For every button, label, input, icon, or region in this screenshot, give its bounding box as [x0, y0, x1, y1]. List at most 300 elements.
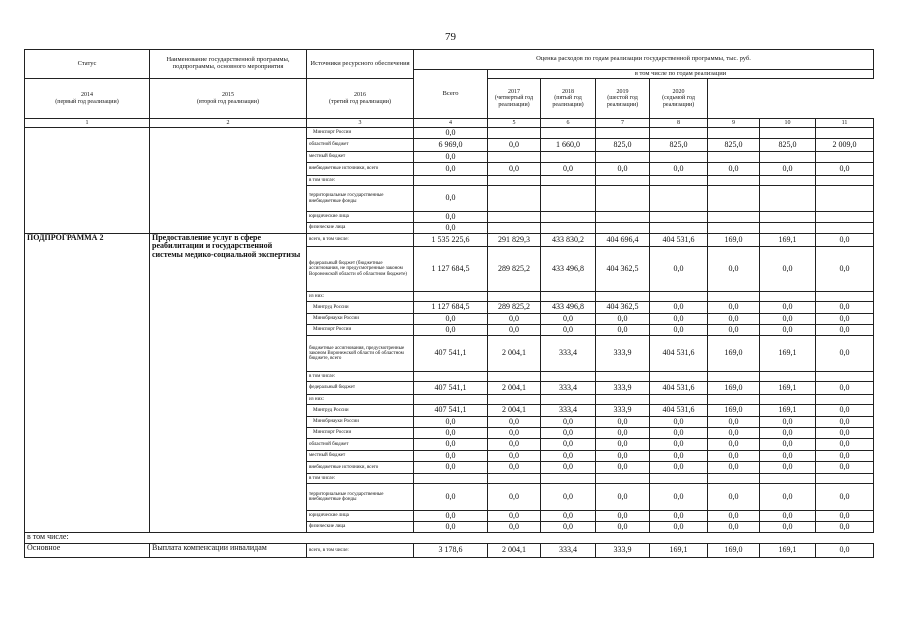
value-cell	[414, 395, 488, 405]
value-cell: 0,0	[816, 451, 874, 462]
header-year-label: (четвертый год реализации)	[494, 95, 534, 108]
source-cell: областной бюджет	[307, 139, 414, 152]
source-cell: федеральный бюджет (бюджетные ассигнования, не предусмотренные законом Воронежской области об областном бюджете)	[307, 247, 414, 292]
main-activity-name: Выплата компенсации инвалидам	[150, 544, 307, 558]
header-year-2017	[488, 79, 541, 119]
value-cell	[708, 223, 760, 234]
value-cell: 0,0	[760, 428, 816, 439]
value-cell: 0,0	[596, 451, 650, 462]
value-cell: 0,0	[650, 511, 708, 522]
value-cell: 333,4	[541, 544, 596, 558]
source-cell: из них:	[307, 292, 414, 302]
value-cell: 333,9	[596, 336, 650, 372]
value-cell: 0,0	[596, 511, 650, 522]
source-cell: Минтруд России	[307, 405, 414, 417]
value-cell: 0,0	[596, 417, 650, 428]
column-number: 9	[708, 119, 760, 128]
value-cell	[488, 474, 541, 484]
value-cell	[816, 474, 874, 484]
value-cell: 0,0	[596, 439, 650, 451]
header-status: Статус	[25, 50, 150, 79]
value-cell: 0,0	[708, 314, 760, 325]
value-cell: 0,0	[816, 462, 874, 474]
header-year-label: (второй год реализации)	[197, 98, 259, 105]
value-cell: 291 829,3	[488, 234, 541, 247]
source-cell: внебюджетные источники, всего	[307, 163, 414, 176]
value-cell	[708, 128, 760, 139]
value-cell	[816, 176, 874, 186]
value-cell: 0,0	[816, 544, 874, 558]
value-cell: 0,0	[650, 325, 708, 336]
header-year-2019	[596, 79, 650, 119]
source-cell: в том числе:	[307, 474, 414, 484]
header-year-2018	[541, 79, 596, 119]
value-cell: 1 535 225,6	[414, 234, 488, 247]
value-cell: 404 531,6	[650, 382, 708, 395]
column-number: 3	[307, 119, 414, 128]
value-cell: 0,0	[488, 522, 541, 533]
source-cell: территориальные государственные внебюджетные фонды	[307, 186, 414, 212]
value-cell: 404 362,5	[596, 302, 650, 314]
value-cell: 333,9	[596, 544, 650, 558]
source-cell: юридические лица	[307, 212, 414, 223]
value-cell	[708, 212, 760, 223]
value-cell: 0,0	[760, 314, 816, 325]
value-cell	[650, 292, 708, 302]
value-cell: 0,0	[414, 417, 488, 428]
value-cell	[650, 395, 708, 405]
value-cell	[650, 128, 708, 139]
value-cell: 0,0	[596, 428, 650, 439]
value-cell: 0,0	[650, 522, 708, 533]
value-cell: 0,0	[414, 163, 488, 176]
value-cell	[708, 395, 760, 405]
value-cell	[760, 176, 816, 186]
table-row	[25, 544, 874, 558]
value-cell: 0,0	[708, 417, 760, 428]
header-total: Всего	[414, 70, 488, 119]
value-cell: 0,0	[760, 439, 816, 451]
value-cell: 0,0	[816, 163, 874, 176]
value-cell: 333,4	[541, 336, 596, 372]
header-by-years: в том числе по годам реализации	[488, 70, 874, 79]
value-cell: 0,0	[816, 428, 874, 439]
source-cell: федеральный бюджет	[307, 382, 414, 395]
value-cell: 0,0	[760, 247, 816, 292]
value-cell: 333,4	[541, 405, 596, 417]
value-cell	[708, 372, 760, 382]
table-body	[25, 50, 874, 558]
header-year-number: 2014	[81, 92, 93, 99]
value-cell	[488, 395, 541, 405]
header-name: Наименование государственной программы, подпрограммы, основного мероприятия	[150, 50, 307, 79]
value-cell: 169,0	[708, 234, 760, 247]
value-cell: 169,1	[760, 336, 816, 372]
value-cell	[541, 176, 596, 186]
value-cell	[414, 176, 488, 186]
value-cell	[760, 212, 816, 223]
value-cell	[596, 176, 650, 186]
value-cell	[650, 372, 708, 382]
value-cell	[596, 372, 650, 382]
value-cell: 0,0	[488, 439, 541, 451]
value-cell: 0,0	[488, 325, 541, 336]
value-cell	[816, 223, 874, 234]
value-cell: 0,0	[488, 451, 541, 462]
value-cell: 0,0	[708, 462, 760, 474]
source-cell: Минобрнауки России	[307, 417, 414, 428]
value-cell	[414, 292, 488, 302]
value-cell: 0,0	[650, 484, 708, 511]
header-estimate: Оценка расходов по годам реализации государственной программы, тыс. руб.	[414, 50, 874, 70]
value-cell: 825,0	[596, 139, 650, 152]
value-cell: 2 004,1	[488, 336, 541, 372]
value-cell	[650, 474, 708, 484]
value-cell: 0,0	[760, 325, 816, 336]
source-cell: Минспорт России	[307, 128, 414, 139]
value-cell	[708, 186, 760, 212]
value-cell	[708, 176, 760, 186]
value-cell: 0,0	[650, 462, 708, 474]
value-cell: 0,0	[414, 314, 488, 325]
value-cell: 0,0	[596, 163, 650, 176]
header-year-label: (седьмой год реализации)	[662, 95, 695, 108]
value-cell	[596, 152, 650, 163]
page-number: 79	[445, 31, 456, 43]
value-cell: 0,0	[816, 234, 874, 247]
value-cell: 0,0	[708, 451, 760, 462]
value-cell: 0,0	[414, 186, 488, 212]
value-cell: 0,0	[760, 302, 816, 314]
source-cell: Минспорт России	[307, 325, 414, 336]
value-cell: 0,0	[541, 462, 596, 474]
value-cell: 0,0	[650, 314, 708, 325]
value-cell: 0,0	[708, 163, 760, 176]
value-cell: 0,0	[541, 484, 596, 511]
value-cell: 0,0	[596, 484, 650, 511]
table-row	[25, 128, 874, 139]
value-cell	[760, 292, 816, 302]
including-row	[25, 533, 874, 544]
value-cell	[414, 372, 488, 382]
value-cell	[541, 186, 596, 212]
value-cell	[541, 292, 596, 302]
value-cell	[816, 292, 874, 302]
value-cell: 333,4	[541, 382, 596, 395]
column-number: 2	[150, 119, 307, 128]
value-cell: 0,0	[541, 417, 596, 428]
value-cell: 6 969,0	[414, 139, 488, 152]
value-cell: 169,0	[708, 544, 760, 558]
value-cell	[596, 212, 650, 223]
value-cell: 0,0	[760, 163, 816, 176]
value-cell: 0,0	[488, 314, 541, 325]
value-cell: 0,0	[414, 128, 488, 139]
source-cell: в том числе:	[307, 176, 414, 186]
value-cell: 0,0	[541, 428, 596, 439]
value-cell	[541, 128, 596, 139]
value-cell	[816, 186, 874, 212]
value-cell: 433 496,8	[541, 247, 596, 292]
value-cell: 0,0	[414, 212, 488, 223]
source-cell: из них:	[307, 395, 414, 405]
value-cell: 289 825,2	[488, 247, 541, 292]
value-cell: 0,0	[816, 325, 874, 336]
column-numbers-row	[25, 119, 874, 128]
including-label: в том числе:	[25, 533, 874, 544]
value-cell: 404 531,6	[650, 336, 708, 372]
value-cell: 0,0	[816, 314, 874, 325]
value-cell: 0,0	[414, 428, 488, 439]
value-cell: 0,0	[596, 522, 650, 533]
value-cell: 404 696,4	[596, 234, 650, 247]
value-cell: 0,0	[650, 428, 708, 439]
value-cell	[488, 128, 541, 139]
value-cell: 0,0	[414, 511, 488, 522]
source-cell: Минспорт России	[307, 428, 414, 439]
value-cell: 0,0	[816, 439, 874, 451]
value-cell: 0,0	[541, 163, 596, 176]
header-year-label: (первый год реализации)	[55, 98, 119, 105]
value-cell	[708, 152, 760, 163]
value-cell: 0,0	[708, 325, 760, 336]
value-cell: 3 178,6	[414, 544, 488, 558]
source-cell: всего, в том числе:	[307, 234, 414, 247]
value-cell: 169,0	[708, 405, 760, 417]
value-cell: 407 541,1	[414, 405, 488, 417]
column-number: 11	[816, 119, 874, 128]
value-cell: 0,0	[708, 511, 760, 522]
value-cell: 0,0	[816, 522, 874, 533]
value-cell	[816, 395, 874, 405]
value-cell	[541, 212, 596, 223]
header-year-label: (третий год реализации)	[329, 98, 391, 105]
value-cell: 169,1	[760, 544, 816, 558]
value-cell: 0,0	[541, 439, 596, 451]
value-cell	[488, 212, 541, 223]
value-cell: 1 127 684,5	[414, 247, 488, 292]
value-cell: 333,9	[596, 382, 650, 395]
column-number: 4	[414, 119, 488, 128]
name-cell-empty	[150, 128, 307, 234]
value-cell	[760, 128, 816, 139]
value-cell: 0,0	[488, 511, 541, 522]
value-cell: 0,0	[650, 247, 708, 292]
value-cell: 0,0	[414, 152, 488, 163]
value-cell	[488, 223, 541, 234]
value-cell: 333,9	[596, 405, 650, 417]
value-cell	[816, 212, 874, 223]
source-cell: физические лица	[307, 223, 414, 234]
source-cell: внебюджетные источники, всего	[307, 462, 414, 474]
value-cell: 0,0	[414, 439, 488, 451]
column-number: 7	[596, 119, 650, 128]
value-cell: 825,0	[760, 139, 816, 152]
value-cell: 0,0	[708, 484, 760, 511]
value-cell	[488, 176, 541, 186]
value-cell: 0,0	[541, 314, 596, 325]
header-year-number: 2016	[354, 92, 366, 99]
column-number: 10	[760, 119, 816, 128]
value-cell	[541, 372, 596, 382]
value-cell	[650, 186, 708, 212]
value-cell: 0,0	[650, 302, 708, 314]
value-cell: 0,0	[414, 522, 488, 533]
value-cell: 0,0	[488, 462, 541, 474]
value-cell: 0,0	[596, 314, 650, 325]
value-cell: 0,0	[816, 511, 874, 522]
value-cell	[760, 372, 816, 382]
value-cell: 0,0	[596, 325, 650, 336]
value-cell: 0,0	[650, 163, 708, 176]
header-year-2015	[150, 79, 307, 119]
value-cell: 0,0	[414, 451, 488, 462]
value-cell: 0,0	[708, 522, 760, 533]
value-cell	[488, 292, 541, 302]
value-cell	[488, 372, 541, 382]
value-cell: 404 531,6	[650, 405, 708, 417]
value-cell: 0,0	[488, 163, 541, 176]
value-cell: 0,0	[541, 325, 596, 336]
value-cell: 169,1	[650, 544, 708, 558]
source-cell: территориальные государственные внебюджетные фонды	[307, 484, 414, 511]
value-cell: 0,0	[760, 522, 816, 533]
value-cell: 0,0	[488, 139, 541, 152]
value-cell: 0,0	[816, 336, 874, 372]
source-cell: местный бюджет	[307, 451, 414, 462]
header-year-2014	[25, 79, 150, 119]
header-year-label: (пятый год реализации)	[552, 95, 584, 108]
value-cell	[596, 223, 650, 234]
header-year-number: 2019	[616, 89, 629, 96]
value-cell: 0,0	[414, 484, 488, 511]
value-cell: 0,0	[488, 428, 541, 439]
header-sources: Источники ресурсного обеспечения	[307, 50, 414, 79]
budget-table	[24, 49, 874, 558]
value-cell	[816, 128, 874, 139]
value-cell: 0,0	[760, 484, 816, 511]
value-cell: 0,0	[760, 417, 816, 428]
value-cell: 0,0	[760, 462, 816, 474]
value-cell: 0,0	[708, 302, 760, 314]
value-cell: 0,0	[650, 439, 708, 451]
status-cell-empty	[25, 128, 150, 234]
value-cell: 169,1	[760, 405, 816, 417]
table-row	[25, 234, 874, 247]
value-cell: 0,0	[414, 462, 488, 474]
value-cell: 0,0	[816, 247, 874, 292]
value-cell	[816, 372, 874, 382]
value-cell: 407 541,1	[414, 382, 488, 395]
value-cell: 0,0	[760, 511, 816, 522]
value-cell: 0,0	[760, 451, 816, 462]
value-cell	[650, 176, 708, 186]
value-cell	[708, 292, 760, 302]
value-cell: 0,0	[816, 405, 874, 417]
value-cell: 0,0	[650, 417, 708, 428]
source-cell: юридические лица	[307, 511, 414, 522]
value-cell: 0,0	[488, 417, 541, 428]
value-cell	[760, 186, 816, 212]
value-cell	[488, 186, 541, 212]
value-cell	[650, 152, 708, 163]
value-cell: 2 009,0	[816, 139, 874, 152]
value-cell: 404 362,5	[596, 247, 650, 292]
subprogram-name: Предоставление услуг в сфере реабилитации и государственной системы медико-социальной экспертизы	[150, 234, 307, 533]
value-cell	[541, 474, 596, 484]
value-cell: 407 541,1	[414, 336, 488, 372]
column-number: 5	[488, 119, 541, 128]
header-year-2020	[650, 79, 708, 119]
value-cell: 2 004,1	[488, 382, 541, 395]
source-cell: Минобрнауки России	[307, 314, 414, 325]
value-cell: 0,0	[541, 511, 596, 522]
value-cell: 0,0	[541, 522, 596, 533]
value-cell	[414, 474, 488, 484]
value-cell: 404 531,6	[650, 234, 708, 247]
value-cell	[760, 474, 816, 484]
source-cell: бюджетные ассигнования, предусмотренные законом Воронежской области об областном бюджете, всего	[307, 336, 414, 372]
source-cell: в том числе:	[307, 372, 414, 382]
value-cell	[760, 395, 816, 405]
value-cell	[708, 474, 760, 484]
value-cell	[488, 152, 541, 163]
value-cell: 169,1	[760, 382, 816, 395]
value-cell: 1 660,0	[541, 139, 596, 152]
value-cell	[541, 395, 596, 405]
value-cell	[541, 152, 596, 163]
value-cell: 169,0	[708, 336, 760, 372]
value-cell: 0,0	[816, 417, 874, 428]
source-cell: всего, в том числе:	[307, 544, 414, 558]
column-number: 1	[25, 119, 150, 128]
value-cell	[816, 152, 874, 163]
header-year-label: (шестой год реализации)	[606, 95, 639, 108]
value-cell: 2 004,1	[488, 544, 541, 558]
main-activity-status: Основное	[25, 544, 150, 558]
value-cell: 0,0	[650, 451, 708, 462]
value-cell: 1 127 684,5	[414, 302, 488, 314]
value-cell: 0,0	[414, 325, 488, 336]
header-year-number: 2017	[508, 89, 520, 96]
value-cell: 433 496,8	[541, 302, 596, 314]
value-cell: 0,0	[708, 247, 760, 292]
value-cell: 0,0	[816, 382, 874, 395]
value-cell: 0,0	[488, 484, 541, 511]
header-year-number: 2020	[672, 89, 685, 96]
header-year-number: 2018	[562, 89, 574, 96]
value-cell	[596, 395, 650, 405]
value-cell: 0,0	[541, 451, 596, 462]
header-row-1	[25, 50, 874, 70]
value-cell	[760, 223, 816, 234]
source-cell: Минтруд России	[307, 302, 414, 314]
value-cell: 433 830,2	[541, 234, 596, 247]
value-cell	[650, 223, 708, 234]
value-cell: 289 825,2	[488, 302, 541, 314]
value-cell: 0,0	[708, 428, 760, 439]
value-cell	[596, 474, 650, 484]
value-cell: 0,0	[596, 462, 650, 474]
value-cell: 825,0	[650, 139, 708, 152]
value-cell: 0,0	[816, 484, 874, 511]
value-cell: 0,0	[816, 302, 874, 314]
value-cell: 169,0	[708, 382, 760, 395]
source-cell: физические лица	[307, 522, 414, 533]
value-cell	[760, 152, 816, 163]
header-year-2016	[307, 79, 414, 119]
value-cell	[650, 212, 708, 223]
